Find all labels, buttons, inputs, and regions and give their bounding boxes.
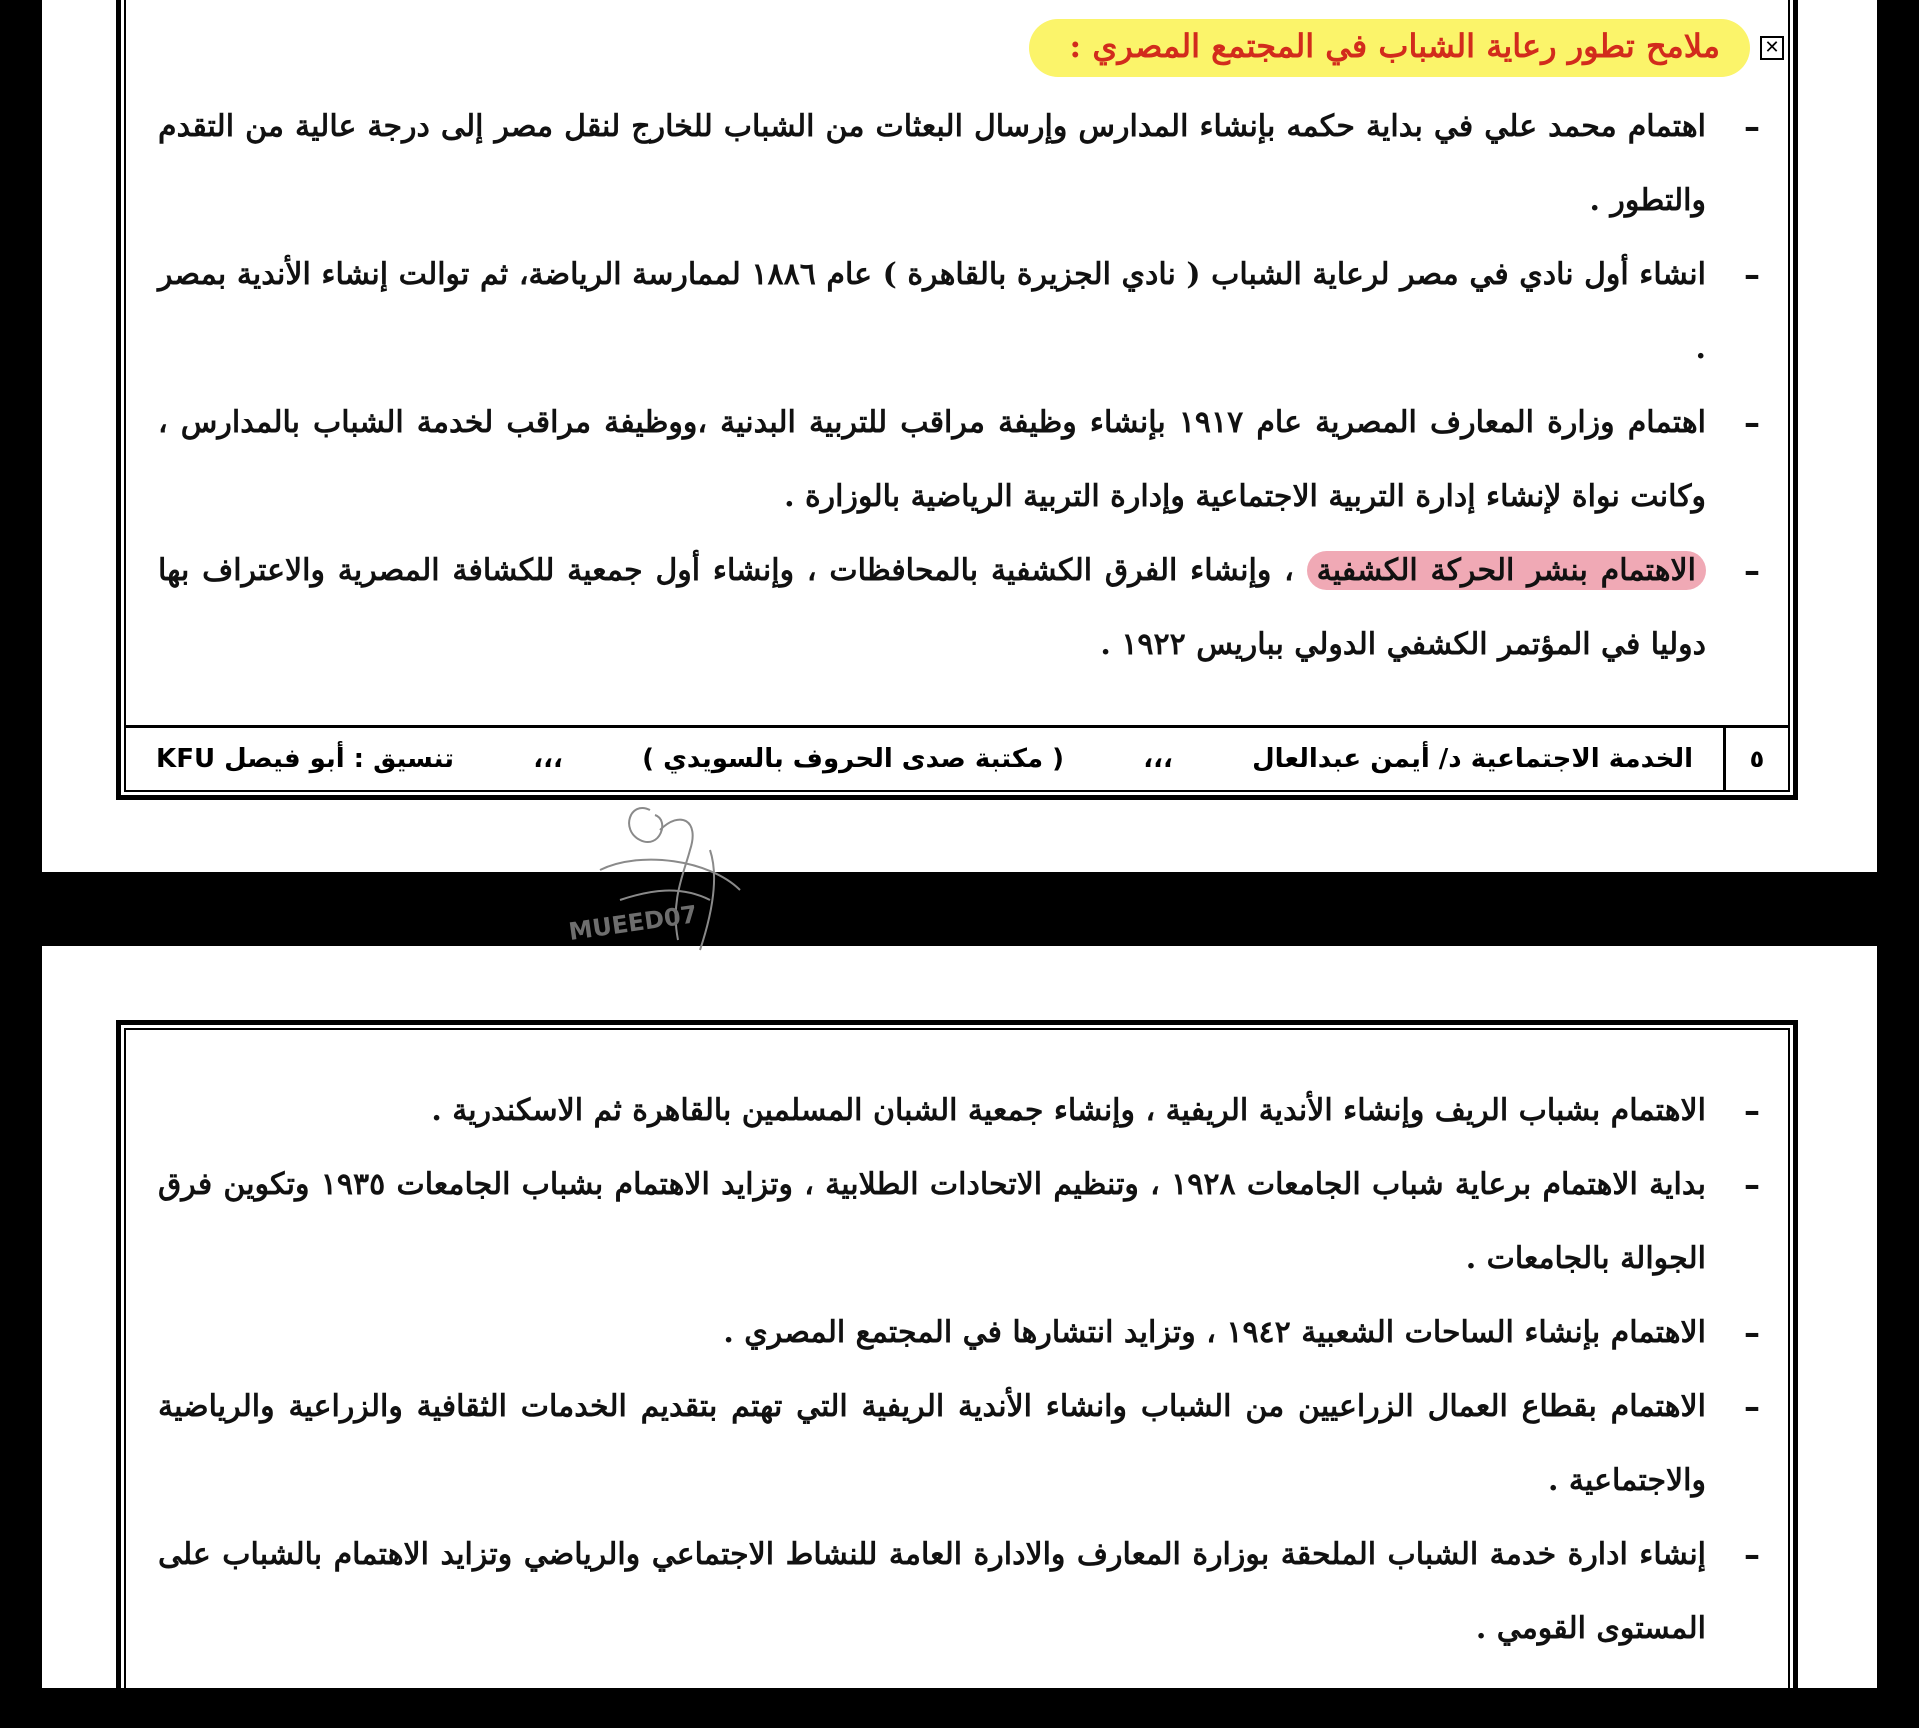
list-item	[126, 238, 1788, 386]
list-item	[126, 90, 1788, 238]
watermark-signature	[560, 790, 760, 970]
bullet-list	[126, 1074, 1788, 1666]
list-item-text: اهتمام محمد علي في بداية حكمه بإنشاء المدارس وإرسال البعثات من الشباب للخارج لنقل مصر إلى درجة عالية من التقدم والتطور .	[158, 109, 1706, 218]
list-item-text: إنشاء ادارة خدمة الشباب الملحقة بوزارة المعارف والادارة العامة للنشاط الاجتماعي والرياضي وتزايد الاهتمام بالشباب على المستوى القومي .	[158, 1537, 1706, 1646]
dash-bullet: –	[1744, 1092, 1760, 1130]
footer-library: ( مكتبة صدى الحروف بالسويدي )	[642, 744, 1064, 774]
footer-coordinator: تنسيق : أبو فيصل KFU	[156, 744, 455, 774]
section-heading-text: ملامح تطور رعاية الشباب في المجتمع المصري :	[1029, 19, 1750, 77]
list-item	[126, 386, 1788, 534]
list-item	[126, 1296, 1788, 1370]
list-item	[126, 1370, 1788, 1518]
list-item-text: بداية الاهتمام برعاية شباب الجامعات ١٩٢٨ ، وتنظيم الاتحادات الطلابية ، وتزايد الاهتمام بشباب الجامعات ١٩٣٥ وتكوين فرق الجوالة بالجامعات .	[158, 1167, 1706, 1276]
list-item-text: الاهتمام بشباب الريف وإنشاء الأندية الريفية ، وإنشاء جمعية الشبان المسلمين بالقاهرة ثم الاسكندرية .	[431, 1093, 1706, 1128]
page-number: ٥	[1723, 728, 1788, 790]
list-item-rest: ، وإنشاء الفرق الكشفية بالمحافظات ، وإنشاء أول جمعية للكشافة المصرية والاعتراف بها دوليا في المؤتمر الكشفي الدولي بباريس ١٩٢٢ .	[158, 553, 1706, 662]
watermark-text: MUEED07	[566, 900, 700, 946]
footer-course: الخدمة الاجتماعية د/ أيمن عبدالعال	[1252, 744, 1693, 774]
list-item	[126, 1148, 1788, 1296]
list-item	[126, 534, 1788, 682]
highlighted-phrase: الاهتمام بنشر الحركة الكشفية	[1307, 551, 1706, 590]
bullet-list	[126, 90, 1788, 682]
list-item	[126, 1518, 1788, 1666]
footer-separator: ،،،	[1143, 744, 1173, 774]
dash-bullet: –	[1744, 1536, 1760, 1574]
section-heading	[1029, 16, 1784, 80]
footer-cells	[126, 744, 1723, 774]
dash-bullet: –	[1744, 108, 1760, 146]
list-item	[126, 1074, 1788, 1148]
document-page-1	[42, 0, 1877, 872]
dash-bullet: –	[1744, 1388, 1760, 1426]
dash-bullet: –	[1744, 404, 1760, 442]
next-section-heading-cutoff	[1760, 1704, 1784, 1728]
page-frame	[116, 1020, 1798, 1726]
dash-bullet: –	[1744, 552, 1760, 590]
list-item-text: انشاء أول نادي في مصر لرعاية الشباب ( نادي الجزيرة بالقاهرة ) عام ١٨٨٦ لممارسة الرياضة، ثم توالت إنشاء الأندية بمصر .	[158, 257, 1706, 366]
list-item-text: الاهتمام بإنشاء الساحات الشعبية ١٩٤٢ ، وتزايد انتشارها في المجتمع المصري .	[723, 1315, 1706, 1350]
x-box-icon: ✕	[1760, 36, 1784, 60]
x-box-icon: ✕	[1760, 1704, 1784, 1728]
list-item-text: الاهتمام بقطاع العمال الزراعيين من الشباب وانشاء الأندية الريفية التي تهتم بتقديم الخدمات الثقافية والزراعية والرياضية والاجتماعية .	[158, 1389, 1706, 1498]
page-frame	[116, 0, 1798, 800]
page-content	[124, 1028, 1790, 1726]
document-page-2	[42, 946, 1877, 1726]
list-item-text: اهتمام وزارة المعارف المصرية عام ١٩١٧ بإنشاء وظيفة مراقب للتربية البدنية ،ووظيفة مراقب لخدمة الشباب بالمدارس ، وكانت نواة لإنشاء إدارة التربية الاجتماعية وإدارة التربية الرياضية بالوزارة .	[158, 405, 1706, 514]
footer-separator: ،،،	[533, 744, 563, 774]
dash-bullet: –	[1744, 256, 1760, 294]
page-content	[124, 0, 1790, 792]
dash-bullet: –	[1744, 1166, 1760, 1204]
list-item-text	[126, 534, 1720, 682]
dash-bullet: –	[1744, 1314, 1760, 1352]
page-footer	[126, 725, 1788, 790]
